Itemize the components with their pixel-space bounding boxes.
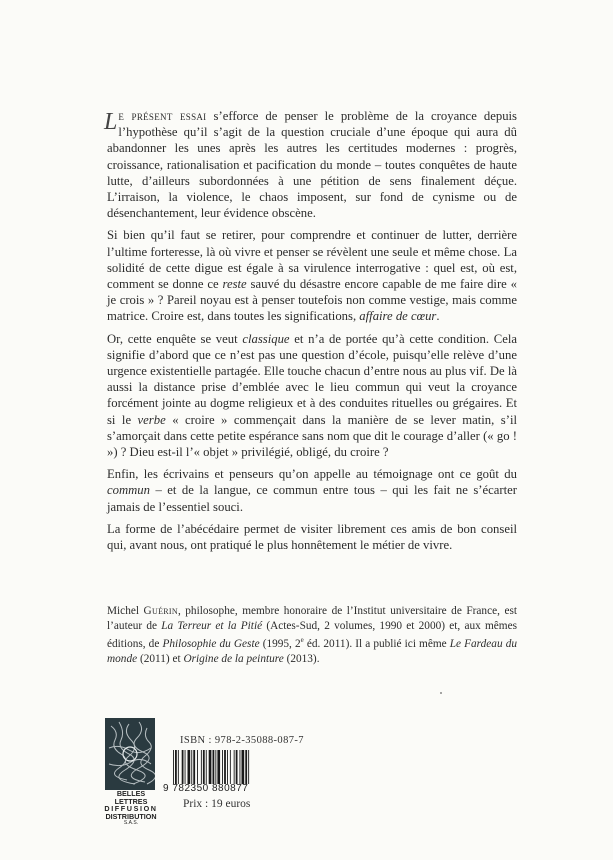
paragraph-1 <box>104 108 517 221</box>
author-text-a: , philosophe, membre honoraire de l’Institut universitaire de France, est l’auteur de <box>107 605 517 632</box>
book-title-2: Philosophie du Geste <box>162 637 260 650</box>
paragraph-5: La forme de l’abécédaire permet de visiter librement ces amis de bon conseil qui, avant nous, ont pratiqué le plus honnêtement le métier de vivre. <box>107 521 517 553</box>
author-text-c: (1995, 2 <box>259 637 301 650</box>
publisher-line-3: DISTRIBUTION <box>105 811 157 821</box>
paragraph-4-text-b: – et de la langue, ce commun entre tous – qui les fait ne s’écarter jamais de l’essentiel souci. <box>107 483 517 514</box>
book-title-1: La Terreur et la Pitié <box>161 619 263 632</box>
publisher-line-4: S.A.S. <box>123 820 139 827</box>
publisher-name <box>101 790 161 828</box>
paragraph-4-text-a: Enfin, les écrivains et penseurs qu’on appelle au témoignage ont ce goût du <box>107 467 517 482</box>
emphasis-affaire: affaire de cœur <box>359 309 437 324</box>
author-bio <box>107 604 517 666</box>
author-bio-text <box>107 604 517 666</box>
drop-cap: L <box>104 109 118 135</box>
superscript-e: e <box>300 636 304 645</box>
book-title-3: Le Fardeau du monde <box>107 637 517 665</box>
blurb <box>104 108 518 559</box>
paragraph-2-text-a: Si bien qu’il faut se retirer, pour comprendre et continuer de lutter, derrière l’ultime forteresse, là où vivre et penser se révèlent une seule et même chose. La solidité de cette digue est égale à sa virulence interrogative : quel est, où est, comment se donne ce <box>107 228 517 292</box>
author-first-name: Michel <box>107 605 144 617</box>
isbn: ISBN : 978-2-35088-087-7 <box>180 735 304 746</box>
book-title-4: Origine de la peinture <box>183 652 284 665</box>
barcode <box>171 750 271 784</box>
price: Prix : 19 euros <box>183 798 251 810</box>
paragraph-3-text-b: et n’a de portée qu’à cette condition. Cela signifie d’abord que ce n’est pas une question d’école, puisqu’elle relève d’une urgence existentielle partagée. Elle touche chacun d’entre nous au plus vif. De là aussi la distance prise d’emblée avec le lieu commun qui veut la croyance forcément jointe au dogme religieux et à des conduites rituelles ou grégaires. Et si le <box>107 331 518 427</box>
barcode-number: 9 782350 880877 <box>163 783 249 794</box>
paragraph-2 <box>107 227 517 324</box>
emphasis-verbe: verbe <box>137 412 166 427</box>
lead-in: e présent essai <box>118 109 207 123</box>
paragraph-3-text-c: « croire » commençait dans la manière de se lever matin, s’il s’amorçait dans cette petite espérance sans nom que dit le courage d’aller (« go ! ») ? Dieu est-il l’« objet » privilégié, obligé, du croire ? <box>107 412 517 460</box>
author-text-b: (Actes-Sud, 2 volumes, 1990 et 2000) et, aux mêmes éditions, de <box>107 619 517 650</box>
paragraph-3 <box>107 331 517 461</box>
print-speck <box>440 692 442 694</box>
paragraph-3-text-a: Or, cette enquête se veut <box>107 331 243 346</box>
paragraph-2-text-b: sauvé du désastre encore capable de me faire dire « je crois » ? Pareil noyau est à penser toutefois non comme vestige, mais comme matrice. Croire est, dans toutes les significations, <box>107 277 518 324</box>
author-text-f: (2013). <box>283 652 320 665</box>
emphasis-classique: classique <box>242 331 290 346</box>
author-text-e: (2011) et <box>137 652 184 665</box>
paragraph-4 <box>107 466 517 515</box>
paragraph-2-text-c: . <box>436 309 440 324</box>
paragraph-1-text: s’efforce de penser le problème de la croyance depuis l’hypothèse qu’il s’agit de la question cruciale d’une époque qui aura dû abandonner les unes après les autres les certitudes modernes : progrès, croissance, rationalisation et pacification du monde – toutes conquêtes de haute lutte, d’ailleurs subordonnées à une pétition de sens finalement déçue. L’irraison, la violence, le chaos imposent, sur fond de cynisme ou de désenchantement, leur évidence obscène. <box>107 109 517 221</box>
author-last-name: Guérin <box>143 605 178 617</box>
emphasis-reste: reste <box>222 277 247 292</box>
publisher-line-1: BELLES LETTRES <box>114 789 148 806</box>
publisher-line-2: DIFFUSION <box>104 804 158 814</box>
publisher-logo <box>105 718 155 790</box>
author-text-d: éd. 2011). Il a publié ici même <box>303 637 450 650</box>
emphasis-commun: commun <box>107 483 150 498</box>
